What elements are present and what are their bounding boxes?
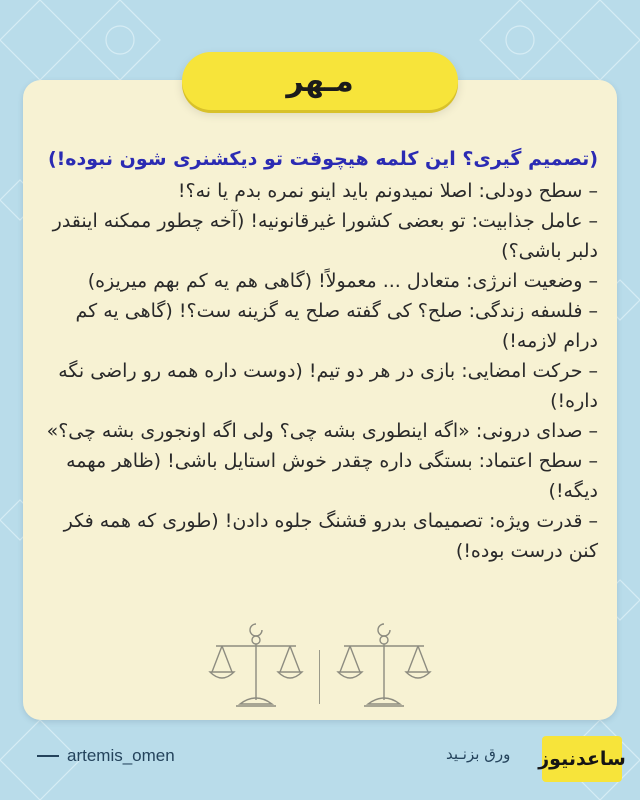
- text-content: [42, 144, 598, 566]
- libra-scales-icon: [206, 620, 306, 716]
- list-item: – سطح دودلی: اصلا نمیدونم باید اینو نمره بدم یا نه؟!: [177, 180, 598, 202]
- page-title: مـهر: [286, 63, 354, 99]
- list-item: – سطح اعتماد: بستگی داره چقدر خوش استایل باشی! (ظاهر مهمه دیگه!): [66, 450, 598, 502]
- list-item: – وضعیت انرژی: متعادل ... معمولاً! (گاهی هم یه کم بهم میریزه): [87, 270, 598, 292]
- title-badge: [182, 52, 458, 110]
- libra-scales-icon: [334, 620, 434, 716]
- brand-logo: [538, 736, 626, 782]
- list-item: – فلسفه زندگی: صلح؟ کی گفته صلح یه گزینه ست؟! (گاهی یه کم درام لازمه!): [75, 300, 598, 352]
- handle-text: artemis_omen: [67, 746, 175, 765]
- swipe-hint[interactable]: [446, 745, 510, 763]
- trait-list: [42, 176, 598, 566]
- brand-name: ساعدنیوز: [538, 748, 626, 770]
- divider: [319, 650, 320, 704]
- list-item: – عامل جذابیت: تو بعضی کشورا غیرقانونیه! (آخه چطور ممکنه اینقدر دلبر باشی؟): [52, 210, 598, 262]
- handle-line: [37, 755, 59, 757]
- swipe-text: ورق بزنـید: [446, 745, 511, 763]
- headline: (تصمیم گیری؟ این کلمه هیچوقت تو دیکشنری شون نبوده!): [47, 148, 598, 170]
- list-item: – قدرت ویژه: تصمیمای بدرو قشنگ جلوه دادن! (طوری که همه فکر کنن درست بوده!): [63, 510, 598, 562]
- author-handle: [37, 746, 175, 766]
- list-item: – حرکت امضایی: بازی در هر دو تیم! (دوست داره همه رو راضی نگه داره!): [58, 360, 598, 412]
- list-item: – صدای درونی: «اگه اینطوری بشه چی؟ ولی اگه اونجوری بشه چی؟»: [46, 420, 598, 442]
